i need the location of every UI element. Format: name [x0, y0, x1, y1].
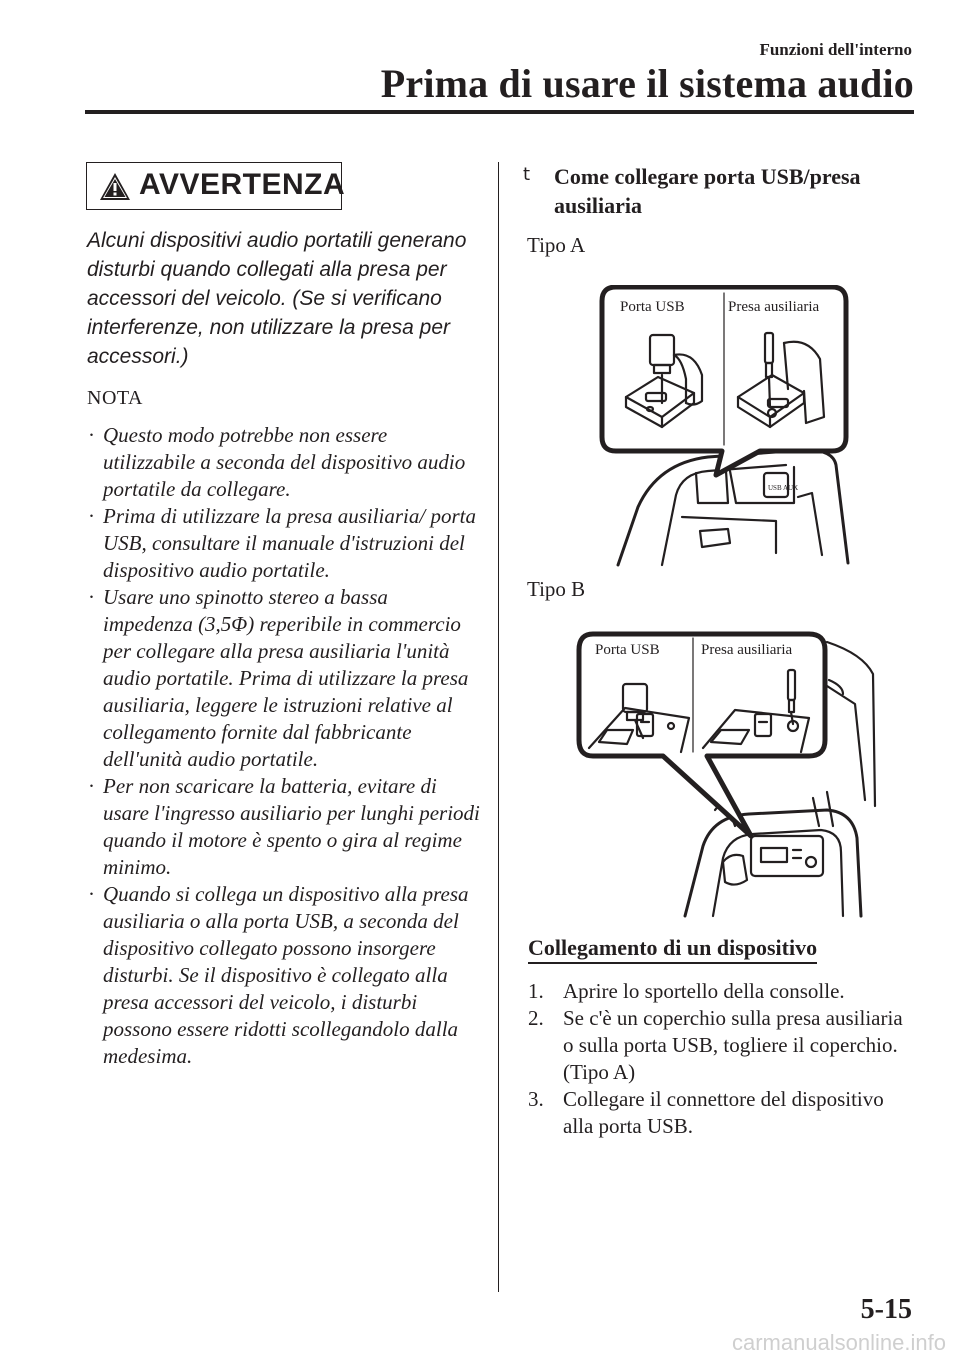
- fig-b-usb-label: Porta USB: [595, 642, 660, 658]
- step-item: [528, 1005, 918, 1086]
- nota-item: [86, 584, 481, 773]
- watermark: carmanualsonline.info: [731, 1330, 946, 1355]
- nota-item: [86, 773, 481, 881]
- fig-b-aux-label: Presa ausiliaria: [701, 642, 793, 658]
- nota-item-text: Quando si collega un dispositivo alla presa ausiliaria o alla porta USB, a seconda del dispositivo collegato possono insorgere disturbi. Se il dispositivo è collegato alla presa accessori del veicolo, i disturbi possono essere ridotti scollegandolo dalla medesima.: [103, 882, 469, 1068]
- nota-item: [86, 422, 481, 503]
- tipo-b-label: Tipo B: [527, 577, 586, 601]
- steps-list: [528, 978, 918, 1140]
- nota-item-text: Usare uno spinotto stereo a bassa impedenza (3,5Φ) reperibile in commercio per collegare alla presa ausiliaria l'unità audio portatile. Prima di utilizzare la presa ausiliaria, leggere le istruzioni relative al collegamento fornite dal fabbricante dell'unità audio portatile.: [103, 585, 469, 771]
- tipo-a-illustration: [598, 285, 850, 567]
- bullet: ·: [88, 585, 95, 609]
- step-text: Collegare il connettore del dispositivo alla porta USB.: [563, 1087, 884, 1138]
- fig-a-usb-label: Porta USB: [620, 299, 685, 315]
- nota-label: NOTA: [87, 387, 143, 409]
- bullet: ·: [88, 774, 95, 798]
- device-heading: Collegamento di un dispositivo: [528, 935, 817, 964]
- page-title: Prima di usare il sistema audio: [380, 61, 914, 106]
- step-number: 3.: [528, 1087, 544, 1111]
- column-divider: [498, 162, 499, 1292]
- warning-text: Alcuni dispositivi audio portatili generano disturbi quando collegati alla presa per accessori del veicolo. (Se si verificano interferenze, non utilizzare la presa per accessori.): [87, 229, 467, 368]
- bullet: ·: [88, 504, 95, 528]
- warning-triangle-icon: [99, 172, 131, 201]
- nota-item: [86, 503, 481, 584]
- header-rule: [85, 110, 914, 114]
- nota-item-text: Per non scaricare la batteria, evitare di usare l'ingresso ausiliario per lunghi periodi quando il motore è spento o gira al regime minimo.: [103, 774, 480, 879]
- section-title: Come collegare porta USB/presa ausiliaria: [554, 164, 861, 218]
- step-item: [528, 1086, 918, 1140]
- step-text: Se c'è un coperchio sulla presa ausiliaria o sulla porta USB, togliere il coperchio. (Tipo A): [563, 1006, 903, 1084]
- page-number: 5-15: [860, 1294, 912, 1325]
- bullet: ·: [88, 882, 95, 906]
- nota-item: [86, 881, 481, 1070]
- header-section-name: Funzioni dell'interno: [759, 40, 912, 59]
- section-marker: t: [523, 164, 531, 185]
- tipo-a-label: Tipo A: [527, 233, 586, 257]
- step-item: [528, 978, 918, 1005]
- fig-a-aux-label: Presa ausiliaria: [728, 299, 820, 315]
- warning-title: AVVERTENZA: [139, 168, 346, 201]
- step-number: 1.: [528, 979, 544, 1003]
- step-number: 2.: [528, 1006, 544, 1030]
- nota-item-text: Prima di utilizzare la presa ausiliaria/ porta USB, consultare il manuale d'istruzioni del dispositivo audio portatile.: [103, 504, 476, 582]
- nota-list: [86, 422, 481, 1070]
- tipo-b-illustration: [575, 630, 877, 918]
- bullet: ·: [88, 423, 95, 447]
- fig-a-panel-text: USB AUX: [768, 484, 799, 492]
- step-text: Aprire lo sportello della consolle.: [563, 979, 845, 1003]
- nota-item-text: Questo modo potrebbe non essere utilizzabile a seconda del dispositivo audio portatile da collegare.: [103, 423, 466, 501]
- warning-box: [86, 162, 346, 210]
